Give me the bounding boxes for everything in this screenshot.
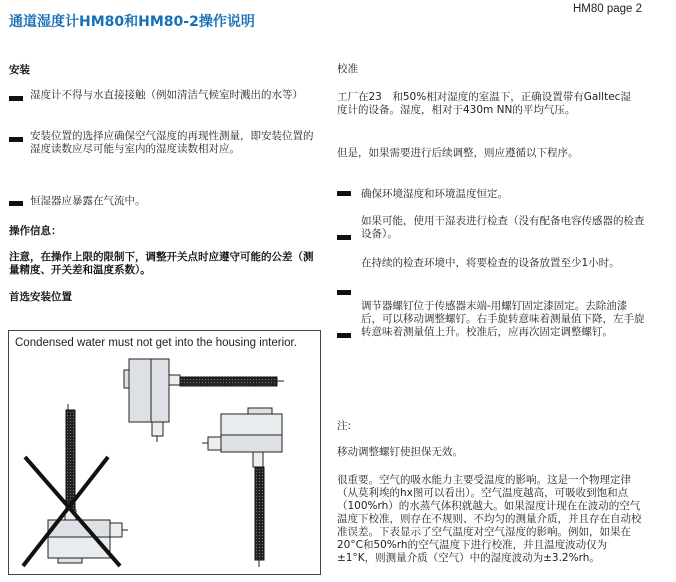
bullet-icon (337, 235, 351, 240)
install-item: 安装位置的选择应确保空气湿度的再现性测量，即安装位置的湿度读数应尽可能与室内的湿度读数相对应。 (30, 130, 314, 155)
bullet-icon (337, 290, 351, 295)
calibration-paragraph: 但是，如果需要进行后续调整，则应遵循以下程序。 (337, 147, 579, 159)
humidity-explanation: 很重要。空气的吸水能力主要受温度的影响。这是一个物理定律（从莫利埃的hx图可以看出）。空气温度越高，可吸收到饱和点（100%rh）的水蒸气体积就越大。如果湿度计现在在波动的空气温度下校准，则存在不规则、不均匀的测量介质，并且存在自动校准误差。下表显示了空气温度对空气湿度的影响。例如，如果在20°C和50%rh的空气温度下进行校准，并且温度波动仅为±1°K，则测量介质（空气）中的湿度波动为±3.2%rh。 (337, 474, 642, 564)
downward-mount-device (202, 408, 282, 567)
calibration-step: 如果可能，使用干湿表进行检查（没有配备电容传感器的检查设备）。 (361, 215, 645, 240)
figure-caption: Condensed water must not get into the housing interior. (15, 337, 297, 349)
bullet-icon (337, 191, 351, 196)
bullet-icon (337, 333, 351, 338)
note-label: 注: (337, 420, 352, 432)
note-text: 移动调整螺钉使担保无效。 (337, 446, 463, 458)
calibration-step: 调节器螺钉位于传感器末端-用螺钉固定漆固定。去除油漆后，可以移动调整螺钉。右手旋转意味着测量值下降，左手旋转意味着测量值上升。校准后，应再次固定调整螺钉。 (361, 300, 645, 338)
operation-heading: 操作信息： (9, 225, 62, 237)
calibration-step: 在持续的检查环境中，将要检查的设备放置至少1小时。 (361, 257, 620, 269)
page-label: HM80 page 2 (573, 3, 643, 15)
calibration-heading: 校准 (337, 63, 358, 75)
preferred-position-heading: 首选安装位置 (9, 291, 72, 303)
install-item: 恒湿器应暴露在气流中。 (30, 195, 146, 207)
calibration-paragraph: 工厂在23 和50%相对湿度的室温下，正确设置带有Galltec湿度计的设备。湿度，相对于430m NN的平均气压。 (337, 91, 631, 116)
document-title: 通道湿度计HM80和HM80-2操作说明 (9, 14, 255, 30)
calibration-step: 确保环境湿度和环境温度恒定。 (361, 188, 508, 200)
install-item: 湿度计不得与水直接接触（例如清洁气候室时溅出的水等） (30, 89, 303, 101)
install-heading: 安装 (9, 64, 30, 76)
operation-note: 注意，在操作上限的限制下，调整开关点时应遵守可能的公差（测量精度、开关差和温度系数）。 (9, 251, 314, 276)
